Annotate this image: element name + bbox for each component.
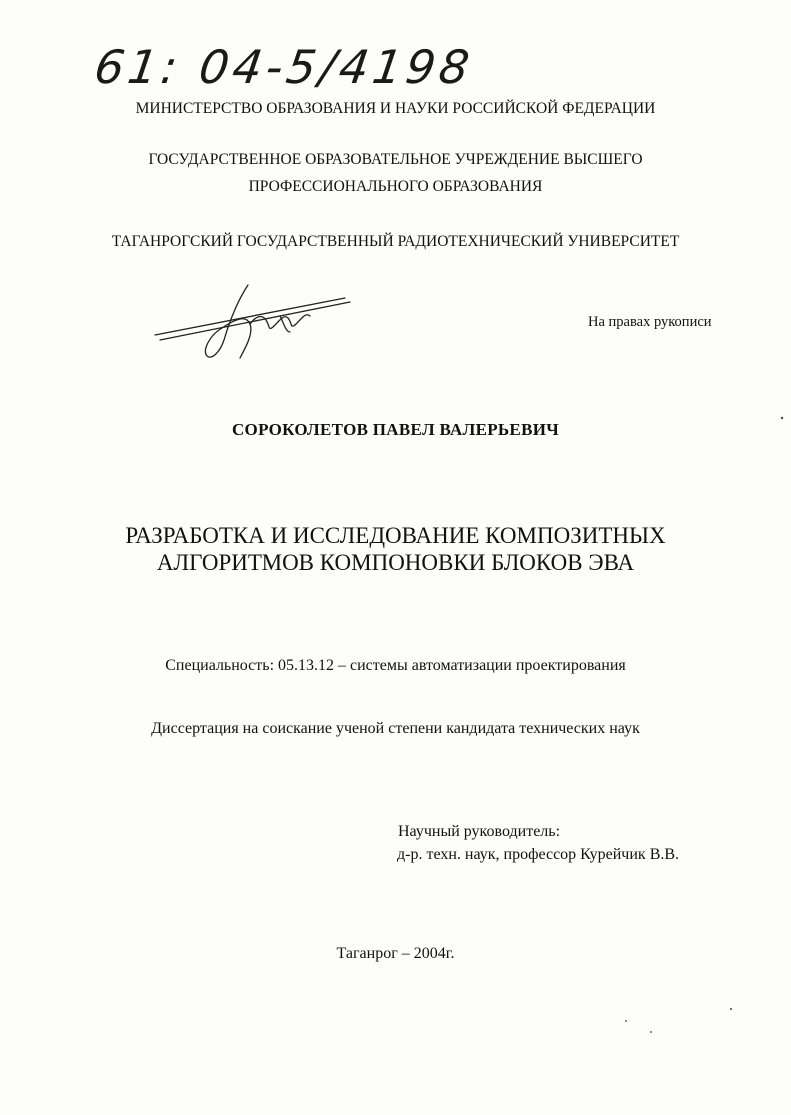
advisor-label: Научный руководитель: [398,823,561,840]
advisor-name: д-р. техн. наук, профессор Курейчик В.В. [397,846,680,863]
university-name: ТАГАНРОГСКИЙ ГОСУДАРСТВЕННЫЙ РАДИОТЕХНИЧЕСКИЙ УНИВЕРСИТЕТ [111,233,680,250]
specialty-line: Специальность: 05.13.12 – системы автоматизации проектирования [165,657,626,674]
ministry-heading: МИНИСТЕРСТВО ОБРАЗОВАНИЯ И НАУКИ РОССИЙСКОЙ ФЕДЕРАЦИИ [135,100,656,117]
institution-line-2: ПРОФЕССИОНАЛЬНОГО ОБРАЗОВАНИЯ [248,178,543,195]
city-and-year: Таганрог – 2004г. [336,945,455,962]
degree-statement: Диссертация на соискание ученой степени кандидата технических наук [151,720,640,737]
handwritten-archive-number: 61: 04-5/4198 [91,40,477,94]
handwritten-signature [150,280,355,365]
institution-line-1: ГОСУДАРСТВЕННОЕ ОБРАЗОВАТЕЛЬНОЕ УЧРЕЖДЕНИЕ ВЫСШЕГО [148,151,643,168]
dissertation-title-line-1: РАЗРАБОТКА И ИССЛЕДОВАНИЕ КОМПОЗИТНЫХ [125,523,666,548]
manuscript-rights-note: На правах рукописи [588,314,712,330]
dissertation-title-line-2: АЛГОРИТМОВ КОМПОНОВКИ БЛОКОВ ЭВА [156,550,635,575]
author-name: СОРОКОЛЕТОВ ПАВЕЛ ВАЛЕРЬЕВИЧ [231,420,560,439]
